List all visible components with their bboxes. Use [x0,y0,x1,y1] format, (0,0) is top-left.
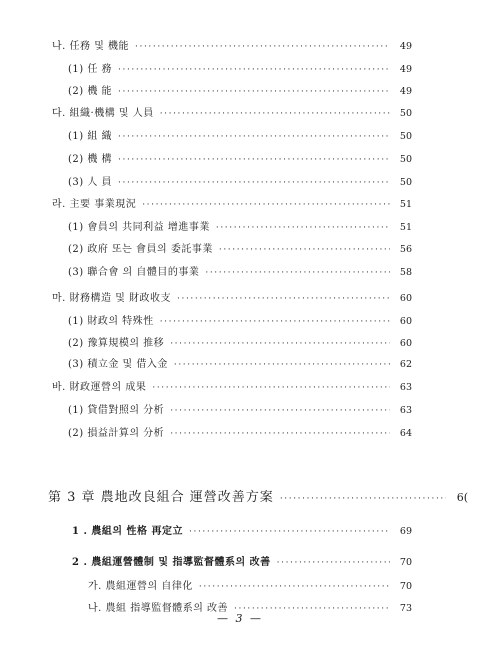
toc-section-page: 70 [399,557,412,568]
toc-entry [68,338,412,350]
dot-leader [170,405,390,417]
dot-leader [280,492,446,507]
dot-leader [174,359,390,371]
toc-entry-label: 가. 農組運營의 自律化 [88,581,193,592]
toc-entry-label: (2) 政府 또는 會員의 委託事業 [68,244,213,255]
toc-entry-page: 73 [399,603,412,614]
toc-entry-label: (1) 會員의 共同利益 增進事業 [68,222,210,233]
toc-entry-label: 마. 財務構造 및 財政收支 [52,293,172,304]
toc-entry-label: 나. 任務 및 機能 [52,41,130,52]
toc-entry [52,108,412,120]
toc-entry-page: 51 [399,199,412,210]
toc-entry [68,222,412,234]
dot-leader [170,428,390,440]
dot-leader [199,581,390,593]
toc-entry [52,382,412,394]
toc-section [72,526,412,538]
toc-entry-label: (1) 財政의 特殊性 [68,316,154,327]
toc-section [72,557,412,569]
toc-entry-label: (1) 貸借對照의 分析 [68,405,165,416]
dot-leader [135,41,390,53]
toc-entry-label: (1) 任 務 [68,64,113,75]
toc-entry [68,131,412,143]
toc-entry-label: (1) 組 織 [68,131,113,142]
dot-leader [216,222,390,234]
toc-entry-label: 라. 主要 事業現況 [52,199,137,210]
dot-leader [152,382,390,394]
toc-entry [68,316,412,328]
toc-entry [88,581,412,593]
toc-entry-page: 49 [399,86,412,97]
toc-entry-page: 70 [399,581,412,592]
dot-leader [142,199,390,211]
toc-entry-page: 58 [399,267,412,278]
toc-entry-page: 60 [399,338,412,349]
toc-entry-page: 49 [399,64,412,75]
dot-leader [118,131,390,143]
toc-entry [68,244,412,256]
dot-leader [118,86,390,98]
toc-entry-page: 51 [399,222,412,233]
toc-entry [68,267,412,279]
toc-entry [52,41,412,53]
toc-entry-page: 56 [399,244,412,255]
toc-entry-page: 62 [399,359,412,370]
dot-leader [160,108,390,120]
dot-leader [170,338,390,350]
toc-entry-page: 63 [399,382,412,393]
toc-section-page: 69 [399,526,412,537]
toc-entry-label: (2) 豫算規模의 推移 [68,338,165,349]
toc-entry-page: 50 [399,108,412,119]
toc-entry-label: (3) 聯合會 의 自體目的事業 [68,267,200,278]
chapter-heading [48,490,468,507]
toc-entry-label: 다. 組織·機構 및 人員 [52,108,154,119]
toc-entry-label: (2) 機 構 [68,154,113,165]
chapter-title: 第 3 章 農地改良組合 運營改善方案 [48,490,274,505]
toc-entry [68,428,412,440]
toc-entry [68,154,412,166]
dot-leader [118,154,390,166]
toc-entry-label: 나. 農組 指導監督體系의 改善 [88,603,229,614]
toc-entry [52,199,412,211]
toc-entry-label: (2) 機 能 [68,86,113,97]
toc-entry [68,177,412,189]
dot-leader [205,267,390,279]
toc-entry [68,64,412,76]
toc-entry-page: 50 [399,131,412,142]
toc-entry-label: 바. 財政運營의 成果 [52,382,147,393]
dot-leader [118,177,390,189]
toc-entry-label: (3) 人 員 [68,177,113,188]
dot-leader [219,244,390,256]
toc-entry-page: 49 [399,41,412,52]
toc-entry [52,293,412,305]
toc-entry-label: (3) 積立金 및 借入金 [68,359,168,370]
toc-entry-page: 50 [399,154,412,165]
dot-leader [160,316,390,328]
toc-entry-page: 63 [399,405,412,416]
toc-entry [68,359,412,371]
toc-entry-page: 60 [399,316,412,327]
toc-entry-label: (2) 損益計算의 分析 [68,428,165,439]
dot-leader [118,64,390,76]
chapter-page: 6( [456,491,468,504]
dot-leader [189,526,390,538]
dot-leader [177,293,390,305]
toc-entry [68,405,412,417]
toc-section-label: 1 . 農組의 性格 再定立 [72,526,184,537]
toc-entry-page: 64 [399,428,412,439]
page-number-footer: — 3 — [217,612,263,625]
toc-entry-page: 50 [399,177,412,188]
toc-entry-page: 60 [399,293,412,304]
dot-leader [277,557,390,569]
toc-section-label: 2 . 農組運營體制 및 指導監督體系의 改善 [72,557,271,568]
toc-entry [68,86,412,98]
